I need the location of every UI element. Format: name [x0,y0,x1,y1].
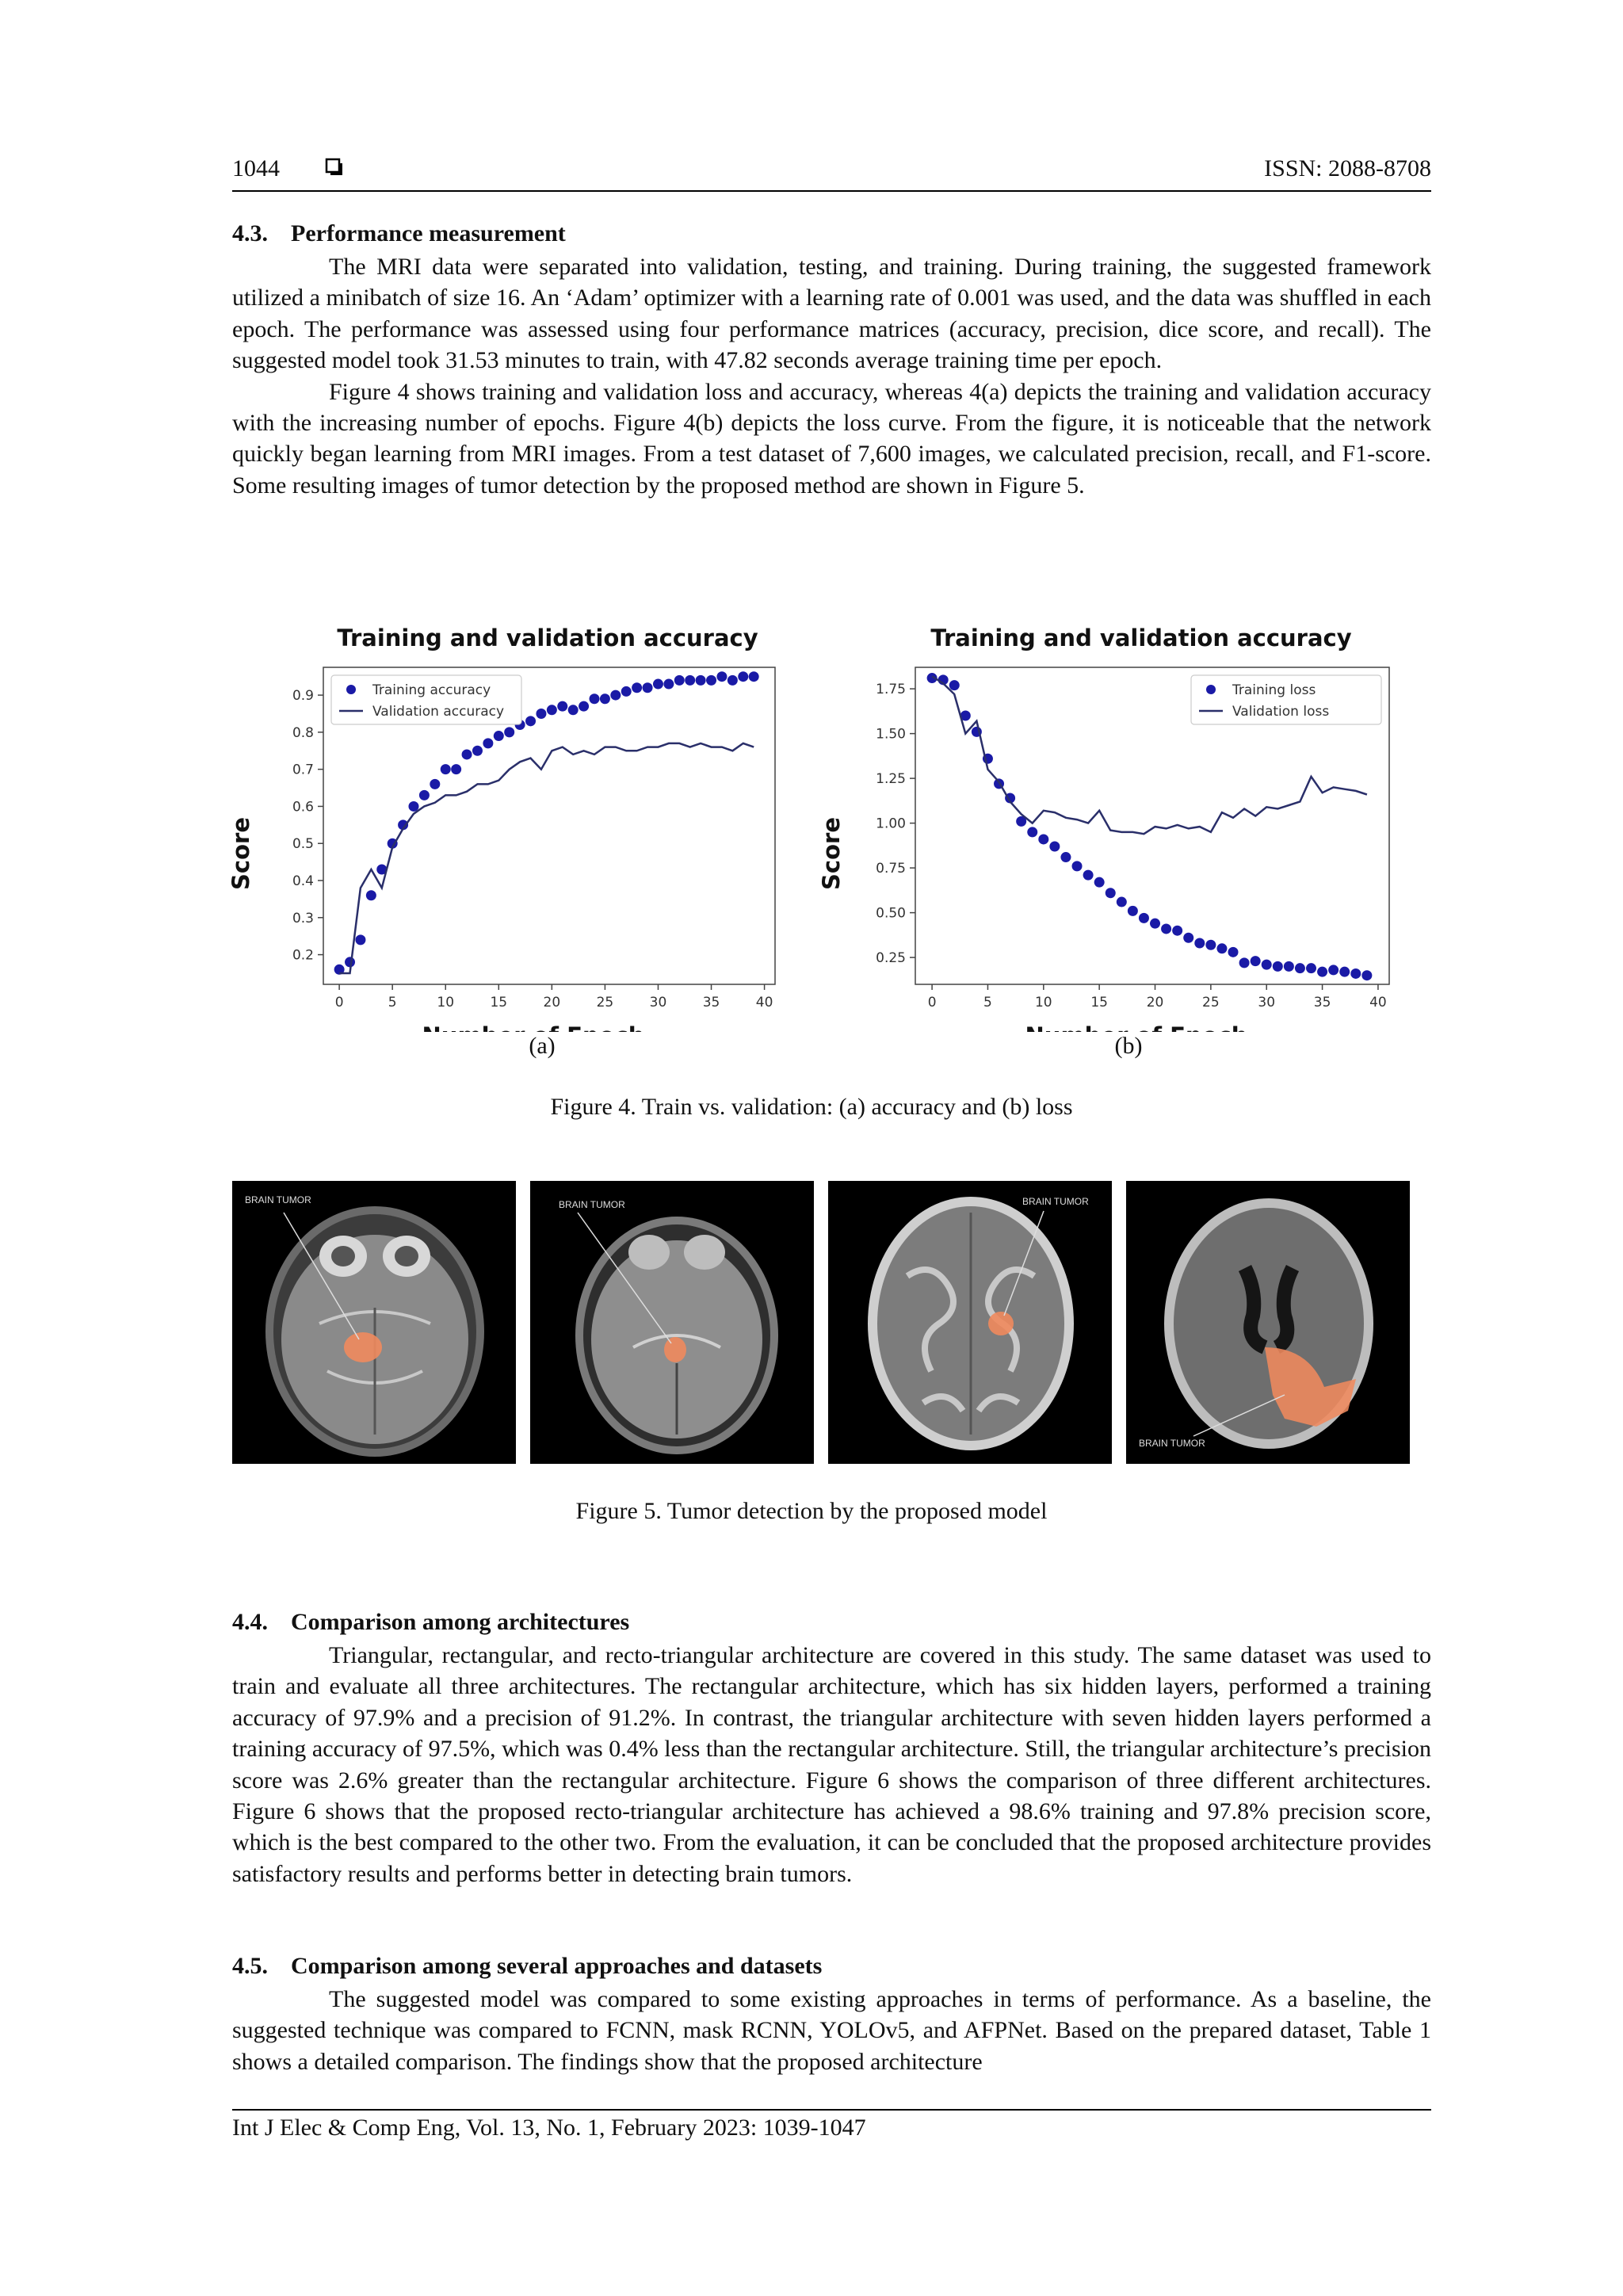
square-icon [325,158,344,177]
data-point [600,693,610,704]
x-tick-label: 0 [334,995,344,1010]
data-point [1262,960,1272,970]
y-axis-label: Score [820,817,845,890]
y-tick-label: 0.7 [292,762,314,778]
data-point [536,709,546,719]
subfigure-label-a: (a) [529,1033,556,1059]
data-point [430,779,440,789]
data-point [1117,897,1127,907]
section-heading-4-3 [232,220,566,247]
data-point [441,764,451,774]
data-point [674,675,685,686]
data-point [949,680,960,690]
data-point [1027,827,1037,837]
y-tick-label: 0.8 [292,724,314,741]
x-tick-label: 5 [983,995,992,1010]
data-point [1295,963,1305,973]
data-point [1317,967,1327,977]
y-tick-label: 1.50 [876,726,906,743]
subfigure-label-b: (b) [1114,1033,1143,1059]
tumor-label: BRAIN TUMOR [1022,1196,1089,1207]
y-tick-label: 0.75 [876,861,906,877]
data-point [1239,957,1250,968]
section-title: Comparison among several approaches and datasets [291,1953,823,1979]
data-point [610,690,621,701]
data-point [568,705,579,715]
y-tick-label: 0.2 [292,947,314,964]
data-point [1183,933,1193,943]
data-point [621,686,632,697]
data-point [1038,834,1048,844]
data-point [632,682,642,693]
data-point [1194,938,1205,949]
data-point [716,671,727,682]
footer-citation: Int J Elec & Comp Eng, Vol. 13, No. 1, February 2023: 1039-1047 [232,2115,866,2141]
tumor-label: BRAIN TUMOR [559,1199,625,1210]
data-point [1060,852,1071,862]
data-point [472,746,483,756]
x-tick-label: 40 [755,995,773,1010]
paragraph: Figure 4 shows training and validation loss and accuracy, whereas 4(a) depicts the training and validation accuracy with the increasing number of epochs. Figure 4(b) depicts the loss curve. From the figure, it is noticeable that the network quickly began learning from MRI images. From a test dataset of 7,600 images, we calculated precision, recall, and F1-score. Some resulting images of tumor detection by the proposed method are shown in Figure 5. [232,378,1431,499]
section-title: Performance measurement [291,220,566,246]
section-number: 4.3. [232,220,268,246]
data-point [579,701,589,712]
section-title: Comparison among architectures [291,1609,630,1635]
legend-label: Training loss [1232,682,1316,698]
data-point [504,727,514,737]
x-tick-label: 0 [927,995,937,1010]
data-point [749,671,759,682]
data-point [590,693,600,704]
x-tick-label: 15 [490,995,508,1010]
mri-image-3 [828,1181,1112,1464]
x-tick-label: 40 [1369,995,1387,1010]
mri-image-1 [232,1181,516,1464]
x-tick-label: 30 [649,995,667,1010]
x-tick-label: 35 [1313,995,1331,1010]
legend-swatch [1206,685,1216,694]
data-point [727,675,738,686]
paragraph: The suggested model was compared to some existing approaches in terms of performance. As a baseline, the suggested technique was compared to FCNN, mask RCNN, YOLOv5, and AFPNet. Based on the prepared dataset, Table 1 shows a detailed comparison. The findings show that the proposed architecture [232,1986,1431,2075]
data-point [1172,926,1182,936]
data-point [1216,943,1227,953]
y-tick-label: 0.50 [876,905,906,922]
tumor-highlight [988,1312,1014,1335]
legend-swatch [346,685,356,694]
paragraph: Triangular, rectangular, and recto-triangular architecture are covered in this study. The same dataset was used to train and evaluate all three architectures. The rectangular architecture, which has six hidden layers, performed a training accuracy of 97.9% and a precision of 91.2%. In contrast, the triangular architecture with seven hidden layers performed a training accuracy of 97.5%, which was 0.4% less than the rectangular architecture. Still, the triangular architecture’s precision score was 2.6% greater than the rectangular architecture. Figure 6 shows the comparison of three different architectures. Figure 6 shows that the proposed recto-triangular architecture has achieved a 98.6% training and 97.8% precision score, which is the best compared to the other two. From the evaluation, it can be concluded that the proposed architecture provides satisfactory results and performs better in detecting brain tumors. [232,1642,1431,1887]
data-point [685,675,695,686]
figure-5-caption: Figure 5. Tumor detection by the proposed model [575,1498,1048,1524]
tumor-highlight [664,1337,686,1362]
x-tick-label: 25 [596,995,614,1010]
data-point [1273,961,1283,972]
x-tick-label: 15 [1090,995,1108,1010]
data-point [494,731,504,741]
data-point [451,764,461,774]
data-point [355,934,365,945]
x-tick-label: 35 [702,995,720,1010]
y-tick-label: 0.5 [292,836,314,853]
x-tick-label: 10 [437,995,455,1010]
chart-b [820,651,1407,1036]
x-tick-label: 20 [1146,995,1164,1010]
data-point [1361,970,1372,980]
mri-image-4 [1126,1181,1410,1464]
issn: ISSN: 2088-8708 [1264,155,1431,181]
data-point [1049,841,1060,851]
y-tick-label: 0.6 [292,799,314,816]
legend-label: Validation loss [1232,704,1330,720]
data-point [1251,956,1261,966]
section-heading-4-5 [232,1953,822,1980]
x-tick-label: 5 [388,995,397,1010]
section-number: 4.5. [232,1953,268,1979]
data-point [1128,906,1138,916]
data-point [1072,861,1083,871]
mri-image-2 [530,1181,814,1464]
x-tick-label: 10 [1034,995,1052,1010]
data-point [525,716,536,726]
data-point [1094,877,1105,888]
x-tick-label: 20 [543,995,561,1010]
paragraph: The MRI data were separated into validation, testing, and training. During training, the suggested framework utilized a minibatch of size 16. An ‘Adam’ optimizer with a learning rate of 0.001 was used, and the data was shuffled in each epoch. The performance was assessed using four performance matrices (accuracy, precision, dice score, and recall). The suggested model took 31.53 minutes to train, with 47.82 seconds average training time per epoch. [232,254,1431,374]
data-point [1106,888,1116,898]
figure-4-caption: Figure 4. Train vs. validation: (a) accuracy and (b) loss [550,1094,1073,1120]
data-point [738,671,748,682]
y-tick-label: 0.9 [292,688,314,705]
y-tick-label: 1.25 [876,771,906,788]
section-heading-4-4 [232,1609,629,1636]
data-point [1161,923,1171,934]
data-point [653,679,663,690]
data-point [1306,963,1316,973]
chart-a-title: Training and validation accuracy [337,625,758,651]
data-point [696,675,706,686]
x-axis-label [1025,1022,1248,1032]
legend-label: Training accuracy [372,682,491,698]
data-point [1328,965,1338,975]
section-4-3-body [232,251,1431,501]
legend-label: Validation accuracy [372,704,505,720]
y-tick-label: 1.75 [876,682,906,698]
data-point [1284,961,1294,972]
data-point [557,701,567,712]
data-point [643,682,653,693]
data-point [483,738,493,748]
data-point [1339,967,1350,977]
section-4-4-body [232,1640,1431,1889]
data-point [366,890,376,900]
y-tick-label: 0.4 [292,873,314,890]
y-tick-label: 0.3 [292,910,314,926]
data-point [663,679,674,690]
chart-a [230,651,800,1036]
data-point [1350,968,1361,979]
data-point [419,790,430,800]
data-point [1228,947,1239,957]
tumor-highlight [344,1332,382,1362]
data-point [1205,940,1216,950]
y-axis-label: Score [230,817,254,890]
footer-rule [232,2109,1431,2111]
data-point [409,801,419,812]
section-number: 4.4. [232,1609,268,1635]
chart-b-title: Training and validation accuracy [930,625,1352,651]
data-point [462,749,472,759]
page-number: 1044 [232,155,280,181]
tumor-label: BRAIN TUMOR [245,1194,311,1205]
data-point [547,705,557,715]
x-tick-label: 25 [1202,995,1220,1010]
data-point [1139,913,1149,923]
tumor-label: BRAIN TUMOR [1139,1438,1205,1449]
data-point [706,675,716,686]
data-point [1150,919,1160,929]
x-tick-label: 30 [1258,995,1276,1010]
data-point [1083,870,1094,881]
x-axis-label [422,1022,645,1032]
y-tick-label: 0.25 [876,950,906,967]
section-4-5-body [232,1984,1431,2077]
header-rule [232,190,1431,192]
y-tick-label: 1.00 [876,816,906,832]
